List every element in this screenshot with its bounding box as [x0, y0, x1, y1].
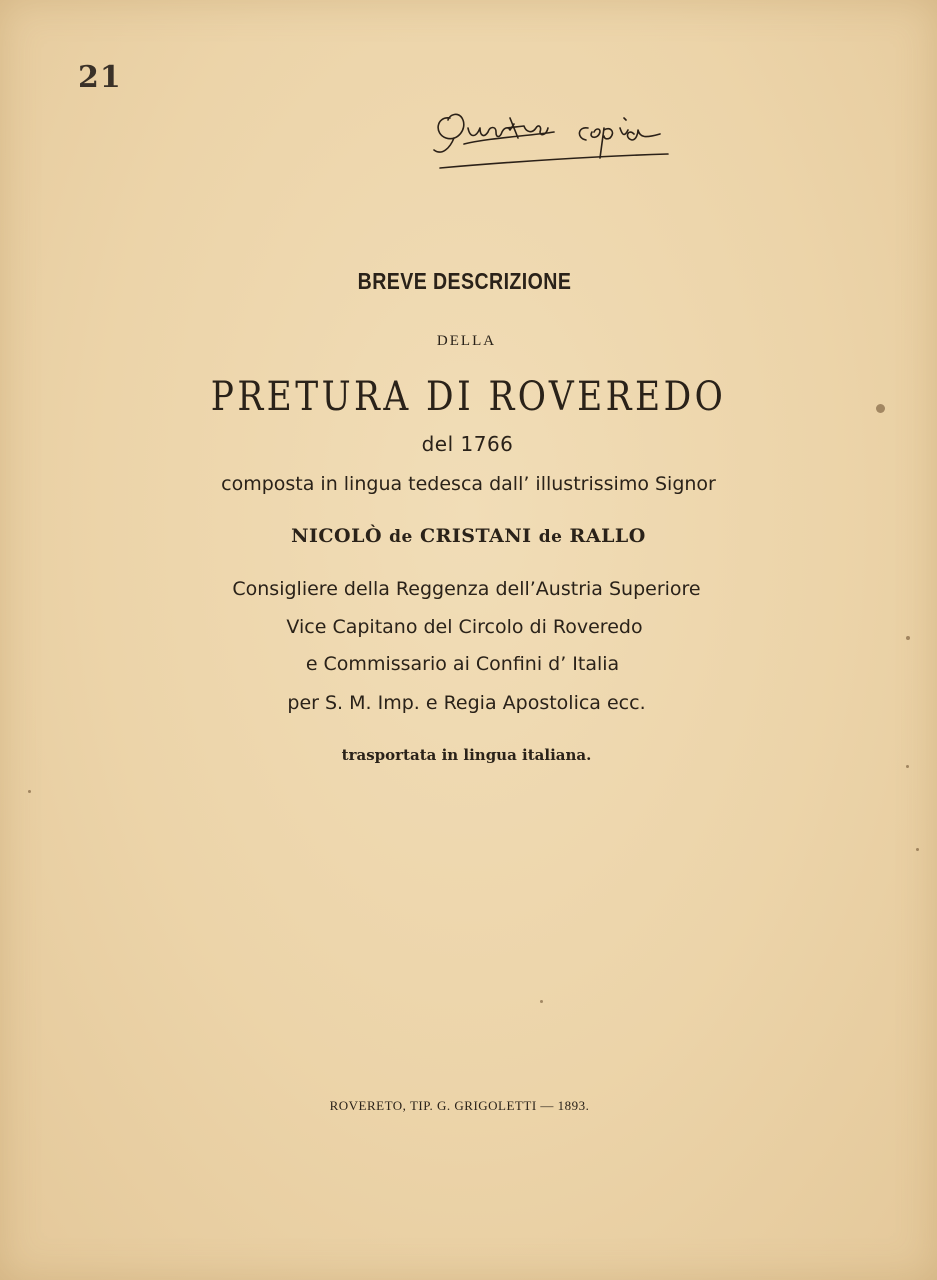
- paper-speck: [876, 404, 885, 413]
- author-last-name: RALLO: [569, 525, 646, 547]
- svg-text:Quarta copia: Quarta copia: [428, 98, 434, 99]
- paper-speck: [540, 1000, 543, 1003]
- paper-speck: [916, 848, 919, 851]
- author-title-line: Vice Capitano del Circolo di Roveredo: [286, 616, 643, 638]
- author-particle-2: de: [538, 527, 563, 547]
- author-title-line: e Commissario ai Confini d’ Italia: [305, 653, 620, 675]
- author-title-line: per S. M. Imp. e Regia Apostolica ecc.: [287, 692, 646, 714]
- printer-imprint: ROVERETO, TIP. G. GRIGOLETTI — 1893.: [329, 1098, 590, 1113]
- page-number: 21: [78, 60, 122, 95]
- author-middle-name: CRISTANI: [419, 525, 532, 547]
- author-first-name: NICOLÒ: [291, 525, 382, 547]
- paper-speck: [906, 636, 910, 640]
- translation-note: trasportata in lingua italiana.: [341, 746, 592, 764]
- paper-speck: [906, 765, 909, 768]
- title-connector: DELLA: [436, 333, 497, 349]
- handwritten-note: [428, 98, 678, 178]
- author-name: [0, 525, 937, 547]
- author-title-line: Consigliere della Reggenza dell’Austria Superiore: [232, 578, 701, 600]
- paper-speck: [28, 790, 31, 793]
- author-particle-1: de: [389, 527, 413, 547]
- main-title: PRETURA DI ROVEREDO: [210, 374, 727, 420]
- title-line-1: BREVE DESCRIZIONE: [357, 268, 572, 294]
- composed-line: composta in lingua tedesca dall’ illustrissimo Signor: [221, 473, 716, 495]
- title-year: del 1766: [421, 432, 514, 456]
